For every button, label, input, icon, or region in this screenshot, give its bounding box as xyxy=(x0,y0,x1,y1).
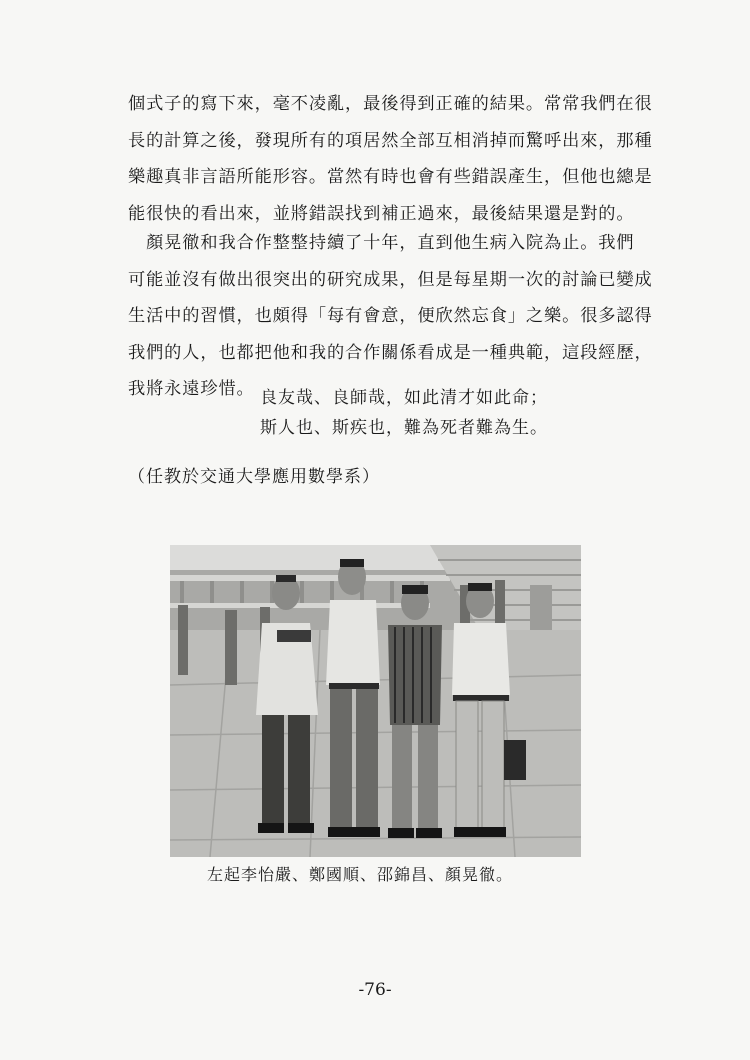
photo-caption: 左起李怡嚴、鄭國順、邵錦昌、顏晃徹。 xyxy=(207,865,514,884)
group-photo xyxy=(170,545,581,857)
paragraph-1-line: 個式子的寫下來，毫不凌亂，最後得到正確的結果。常常我們在很 xyxy=(128,94,653,114)
paragraph-2-line: 我們的人，也都把他和我的合作關係看成是一種典範，這段經歷， xyxy=(128,342,653,363)
paragraph-2-line: 顏晃徹和我合作整整持續了十年，直到他生病入院為止。我們 xyxy=(128,233,635,253)
paragraph-1 xyxy=(128,86,653,232)
page-number: -76- xyxy=(358,980,392,1000)
author-affiliation-note: （任教於交通大學應用數學系） xyxy=(128,467,380,487)
paragraph-2-line: 生活中的習慣，也頗得「每有會意，便欣然忘食」之樂。很多認得 xyxy=(128,306,653,326)
poem-line-1: 良友哉、良師哉，如此清才如此命； xyxy=(260,388,548,408)
group-photo-illustration xyxy=(170,545,581,857)
paragraph-2-line: 可能並沒有做出很突出的研究成果，但是每星期一次的討論已變成 xyxy=(128,269,653,290)
paragraph-1-line: 能很快的看出來，並將錯誤找到補正過來，最後結果還是對的。 xyxy=(128,203,635,224)
paragraph-1-line: 長的計算之後，發現所有的項居然全部互相消掉而驚呼出來，那種 xyxy=(128,130,653,151)
paragraph-2-line: 我將永遠珍惜。 xyxy=(128,379,255,399)
poem-line-2: 斯人也、斯疾也，難為死者難為生。 xyxy=(260,418,548,438)
paragraph-1-line: 樂趣真非言語所能形容。當然有時也會有些錯誤產生，但他也總是 xyxy=(128,167,653,187)
